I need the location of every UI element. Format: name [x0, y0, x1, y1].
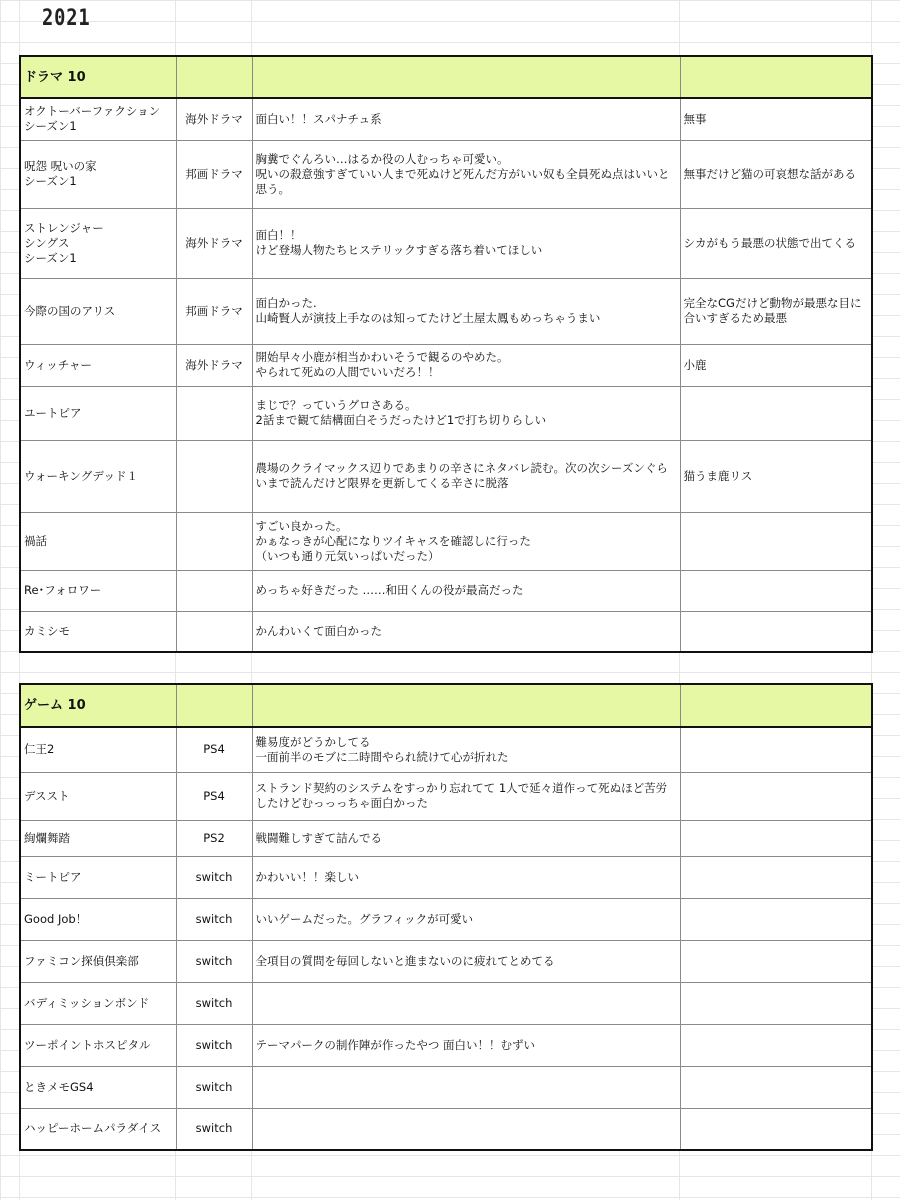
- drama-title-cell[interactable]: カミシモ: [20, 611, 176, 652]
- game-note-cell[interactable]: [680, 820, 872, 856]
- game-table: [19, 683, 873, 1151]
- header-cell-empty[interactable]: [680, 684, 872, 727]
- drama-note-cell[interactable]: 無事: [680, 98, 872, 140]
- game-comment-cell[interactable]: いいゲームだった。グラフィックが可愛い: [252, 898, 680, 940]
- drama-row: [20, 386, 872, 440]
- game-row: [20, 1066, 872, 1108]
- drama-row: [20, 278, 872, 344]
- game-note-cell[interactable]: [680, 727, 872, 772]
- game-title-cell[interactable]: Good Job！: [20, 898, 176, 940]
- game-header-row: [20, 684, 872, 727]
- drama-row: [20, 440, 872, 512]
- game-row: [20, 1024, 872, 1066]
- game-comment-cell[interactable]: 戦闘難しすぎて詰んでる: [252, 820, 680, 856]
- game-row: [20, 772, 872, 820]
- drama-row: [20, 570, 872, 611]
- game-header-cell[interactable]: ゲーム 10: [20, 684, 176, 727]
- drama-row: [20, 140, 872, 208]
- drama-type-cell[interactable]: 海外ドラマ: [176, 344, 252, 386]
- game-row: [20, 1108, 872, 1150]
- game-comment-cell[interactable]: テーマパークの制作陣が作ったやつ 面白い！！むずい: [252, 1024, 680, 1066]
- game-platform-cell[interactable]: switch: [176, 940, 252, 982]
- drama-type-cell[interactable]: [176, 570, 252, 611]
- drama-comment-cell[interactable]: すごい良かった。 かぁなっきが心配になりツイキャスを確認しに行った （いつも通り元気いっぱいだった）: [252, 512, 680, 570]
- header-cell-empty[interactable]: [176, 684, 252, 727]
- header-cell-empty[interactable]: [680, 56, 872, 98]
- drama-type-cell[interactable]: 邦画ドラマ: [176, 278, 252, 344]
- game-comment-cell[interactable]: 全項目の質問を毎回しないと進まないのに疲れてとめてる: [252, 940, 680, 982]
- game-title-cell[interactable]: ハッピーホームパラダイス: [20, 1108, 176, 1150]
- game-row: [20, 982, 872, 1024]
- drama-title-cell[interactable]: ストレンジャー シングス シーズン1: [20, 208, 176, 278]
- header-cell-empty[interactable]: [176, 56, 252, 98]
- game-platform-cell[interactable]: switch: [176, 856, 252, 898]
- game-row: [20, 727, 872, 772]
- game-note-cell[interactable]: [680, 982, 872, 1024]
- game-note-cell[interactable]: [680, 772, 872, 820]
- game-title-cell[interactable]: ミートピア: [20, 856, 176, 898]
- game-platform-cell[interactable]: switch: [176, 982, 252, 1024]
- drama-row: [20, 611, 872, 652]
- drama-comment-cell[interactable]: かんわいくて面白かった: [252, 611, 680, 652]
- game-title-cell[interactable]: ファミコン探偵倶楽部: [20, 940, 176, 982]
- drama-row: [20, 98, 872, 140]
- drama-title-cell[interactable]: ウィッチャー: [20, 344, 176, 386]
- drama-title-cell[interactable]: 今際の国のアリス: [20, 278, 176, 344]
- game-title-cell[interactable]: 絢爛舞踏: [20, 820, 176, 856]
- game-title-cell[interactable]: デススト: [20, 772, 176, 820]
- drama-row: [20, 208, 872, 278]
- drama-note-cell[interactable]: [680, 611, 872, 652]
- drama-note-cell[interactable]: 猫うま鹿リス: [680, 440, 872, 512]
- drama-note-cell[interactable]: [680, 386, 872, 440]
- drama-comment-cell[interactable]: 胸糞でぐんろい…はるか役の人むっちゃ可愛い。 呪いの殺意強すぎていい人まで死ぬけど死んだ方がいい奴も全員死ぬ点はいいと思う。: [252, 140, 680, 208]
- drama-comment-cell[interactable]: 開始早々小鹿が相当かわいそうで観るのやめた。 やられて死ぬの人間でいいだろ！！: [252, 344, 680, 386]
- drama-type-cell[interactable]: [176, 512, 252, 570]
- game-comment-cell[interactable]: 難易度がどうかしてる 一面前半のモブに二時間やられ続けて心が折れた: [252, 727, 680, 772]
- drama-type-cell[interactable]: 海外ドラマ: [176, 208, 252, 278]
- drama-type-cell[interactable]: [176, 611, 252, 652]
- drama-note-cell[interactable]: [680, 570, 872, 611]
- game-comment-cell[interactable]: ストランド契約のシステムをすっかり忘れてて 1人で延々道作って死ぬほど苦労したけどむっっっちゃ面白かった: [252, 772, 680, 820]
- drama-table: [19, 55, 873, 653]
- drama-title-cell[interactable]: オクトーバーファクション シーズン1: [20, 98, 176, 140]
- game-platform-cell[interactable]: PS2: [176, 820, 252, 856]
- year-label: 2021: [42, 6, 91, 31]
- drama-title-cell[interactable]: ユートピア: [20, 386, 176, 440]
- game-platform-cell[interactable]: PS4: [176, 727, 252, 772]
- drama-title-cell[interactable]: 禍話: [20, 512, 176, 570]
- drama-comment-cell[interactable]: 面白かった. 山崎賢人が演技上手なのは知ってたけど土屋太鳳もめっちゃうまい: [252, 278, 680, 344]
- game-note-cell[interactable]: [680, 940, 872, 982]
- game-title-cell[interactable]: ときメモGS4: [20, 1066, 176, 1108]
- game-note-cell[interactable]: [680, 856, 872, 898]
- game-note-cell[interactable]: [680, 898, 872, 940]
- game-title-cell[interactable]: バディミッションボンド: [20, 982, 176, 1024]
- header-cell-empty[interactable]: [252, 56, 680, 98]
- drama-title-cell[interactable]: Re･フォロワー: [20, 570, 176, 611]
- game-note-cell[interactable]: [680, 1066, 872, 1108]
- drama-comment-cell[interactable]: 面白い！！スパナチュ系: [252, 98, 680, 140]
- game-platform-cell[interactable]: switch: [176, 1108, 252, 1150]
- game-platform-cell[interactable]: switch: [176, 1024, 252, 1066]
- drama-header-row: [20, 56, 872, 98]
- drama-type-cell[interactable]: [176, 440, 252, 512]
- drama-note-cell[interactable]: [680, 512, 872, 570]
- drama-comment-cell[interactable]: 農場のクライマックス辺りであまりの辛さにネタバレ読む。次の次シーズンぐらいまで読んだけど限界を更新してくる辛さに脱落: [252, 440, 680, 512]
- game-platform-cell[interactable]: switch: [176, 1066, 252, 1108]
- game-title-cell[interactable]: 仁王2: [20, 727, 176, 772]
- game-comment-cell[interactable]: [252, 1108, 680, 1150]
- game-comment-cell[interactable]: [252, 1066, 680, 1108]
- drama-header-cell[interactable]: ドラマ 10: [20, 56, 176, 98]
- drama-title-cell[interactable]: ウォーキングデッド１: [20, 440, 176, 512]
- drama-comment-cell[interactable]: めっちゃ好きだった ……和田くんの役が最高だった: [252, 570, 680, 611]
- drama-note-cell[interactable]: 無事だけど猫の可哀想な話がある: [680, 140, 872, 208]
- drama-comment-cell[interactable]: まじで？っていうグロさある。 2話まで観て結構面白そうだったけど1で打ち切りらしい: [252, 386, 680, 440]
- game-row: [20, 820, 872, 856]
- drama-note-cell[interactable]: 小鹿: [680, 344, 872, 386]
- game-row: [20, 940, 872, 982]
- drama-note-cell[interactable]: シカがもう最悪の状態で出てくる: [680, 208, 872, 278]
- game-platform-cell[interactable]: switch: [176, 898, 252, 940]
- game-title-cell[interactable]: ツーポイントホスピタル: [20, 1024, 176, 1066]
- game-platform-cell[interactable]: PS4: [176, 772, 252, 820]
- drama-row: [20, 344, 872, 386]
- drama-type-cell[interactable]: 海外ドラマ: [176, 98, 252, 140]
- game-note-cell[interactable]: [680, 1024, 872, 1066]
- drama-type-cell[interactable]: 邦画ドラマ: [176, 140, 252, 208]
- game-comment-cell[interactable]: [252, 982, 680, 1024]
- game-note-cell[interactable]: [680, 1108, 872, 1150]
- drama-type-cell[interactable]: [176, 386, 252, 440]
- game-comment-cell[interactable]: かわいい！！楽しい: [252, 856, 680, 898]
- drama-row: [20, 512, 872, 570]
- drama-note-cell[interactable]: 完全なCGだけど動物が最悪な目に合いすぎるため最悪: [680, 278, 872, 344]
- drama-comment-cell[interactable]: 面白！！ けど登場人物たちヒステリックすぎる落ち着いてほしい: [252, 208, 680, 278]
- game-row: [20, 856, 872, 898]
- game-row: [20, 898, 872, 940]
- drama-title-cell[interactable]: 呪怨 呪いの家 シーズン1: [20, 140, 176, 208]
- header-cell-empty[interactable]: [252, 684, 680, 727]
